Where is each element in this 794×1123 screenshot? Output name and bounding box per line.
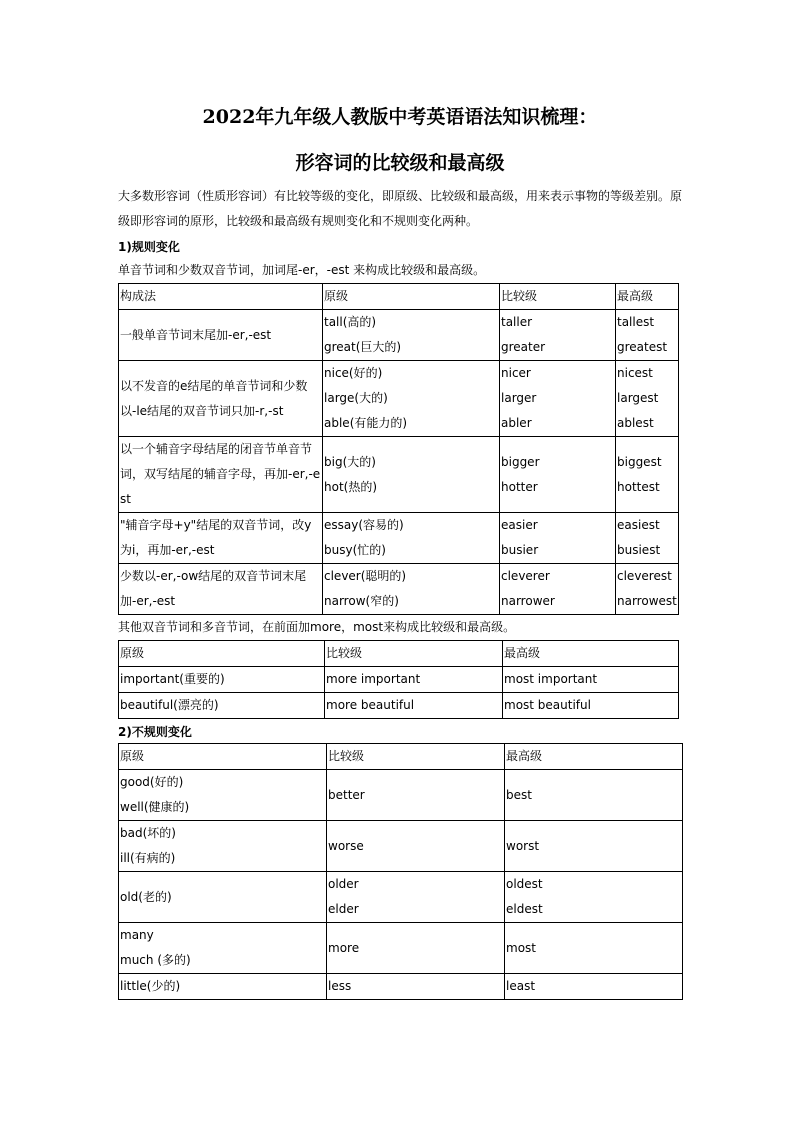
cell-line: tallest <box>617 315 655 329</box>
cell-line: much (多的) <box>120 953 191 967</box>
intro-paragraph: 大多数形容词（性质形容词）有比较等级的变化，即原级、比较级和最高级，用来表示事物的等级差别。原级即形容词的原形，比较级和最高级有规则变化和不规则变化两种。 <box>118 189 683 228</box>
table-row <box>119 564 679 615</box>
positive-cell <box>119 872 327 923</box>
table-row <box>119 974 683 1000</box>
comparative-cell <box>500 310 616 361</box>
comparative-cell <box>500 513 616 564</box>
cell-line: nicest <box>617 366 653 380</box>
cell-line: big(大的) <box>324 454 376 469</box>
comparative-cell <box>327 770 505 821</box>
header-cell: 比较级 <box>325 641 503 667</box>
cell-line: least <box>506 979 536 993</box>
cell-line: cleverer <box>501 569 550 583</box>
cell-line: oldest <box>506 877 543 891</box>
cell-line: old(老的) <box>120 889 172 904</box>
cell-line: ill(有病的) <box>120 851 176 865</box>
positive-cell <box>323 513 500 564</box>
header-cell: 最高级 <box>503 641 679 667</box>
superlative-cell <box>505 872 683 923</box>
section2-heading: 2)不规则变化 <box>118 725 192 739</box>
positive-cell <box>119 974 327 1000</box>
superlative-cell <box>505 770 683 821</box>
cell-line: worst <box>506 838 540 853</box>
cell-line: good(好的) <box>120 775 184 789</box>
cell-line: abler <box>501 416 532 430</box>
comparative-cell: more important <box>325 667 503 693</box>
rule-cell <box>119 564 323 615</box>
header-cell: 原级 <box>119 744 327 770</box>
table-row <box>119 770 683 821</box>
cell-line: narrower <box>501 594 555 608</box>
cell-line: taller <box>501 315 533 329</box>
cell-line: most <box>506 940 536 955</box>
cell-line: best <box>506 787 532 802</box>
table-header-row <box>119 284 679 310</box>
cell-line: largest <box>617 391 659 405</box>
rule-text: 少数以-er,-ow结尾的双音节词末尾加-er,-est <box>120 569 307 608</box>
table-row <box>119 667 679 693</box>
cell-line: busier <box>501 543 539 557</box>
header-cell: 比较级 <box>500 284 616 310</box>
cell-line: nice(好的) <box>324 366 383 380</box>
comparative-cell <box>500 437 616 513</box>
table-row <box>119 693 679 719</box>
cell-line: clever(聪明的) <box>324 569 407 583</box>
positive-cell <box>323 437 500 513</box>
rule-text: 以一个辅音字母结尾的闭音节单音节词，双写结尾的辅音字母，再加-er,-est <box>120 442 321 506</box>
header-cell: 最高级 <box>505 744 683 770</box>
table-header-row <box>119 641 679 667</box>
table-row <box>119 513 679 564</box>
superlative-cell <box>616 437 679 513</box>
comparative-cell <box>500 564 616 615</box>
cell-line: hot(热的) <box>324 479 378 494</box>
comparative-cell <box>327 923 505 974</box>
superlative-cell <box>616 361 679 437</box>
superlative-cell <box>505 923 683 974</box>
cell-line: essay(容易的) <box>324 518 404 532</box>
header-cell: 原级 <box>323 284 500 310</box>
cell-line: older <box>328 877 359 891</box>
superlative-cell: most beautiful <box>503 693 679 719</box>
section1-note: 单音节词和少数双音节词，加词尾-er，-est 来构成比较级和最高级。 <box>118 263 486 277</box>
section1b-note: 其他双音节词和多音节词，在前面加more，most来构成比较级和最高级。 <box>118 620 516 634</box>
comparative-cell <box>327 872 505 923</box>
cell-line: better <box>328 787 365 802</box>
rule-text: 以不发音的e结尾的单音节词和少数以-le结尾的双音节词只加-r,-st <box>120 378 308 418</box>
polysyllabic-comparison-table <box>118 640 679 719</box>
cell-line: more <box>328 940 360 955</box>
table-row <box>119 923 683 974</box>
cell-line: greater <box>501 340 546 354</box>
header-cell: 比较级 <box>327 744 505 770</box>
positive-cell <box>119 770 327 821</box>
positive-cell: important(重要的) <box>119 667 325 693</box>
comparative-cell: more beautiful <box>325 693 503 719</box>
header-cell: 原级 <box>119 641 325 667</box>
positive-cell <box>119 923 327 974</box>
superlative-cell <box>616 564 679 615</box>
cell-line: bad(坏的) <box>120 826 176 840</box>
cell-line: elder <box>328 902 359 916</box>
cell-line: narrowest <box>617 594 677 608</box>
table-row <box>119 437 679 513</box>
cell-line: biggest <box>617 454 662 469</box>
superlative-cell: most important <box>503 667 679 693</box>
comparative-cell <box>327 974 505 1000</box>
positive-cell <box>119 821 327 872</box>
comparative-cell <box>500 361 616 437</box>
cell-line: cleverest <box>617 569 672 583</box>
table-row <box>119 310 679 361</box>
cell-line: many <box>120 928 154 942</box>
cell-line: busiest <box>617 543 661 557</box>
rule-cell <box>119 310 323 361</box>
section1-heading: 1)规则变化 <box>118 240 180 254</box>
cell-line: hottest <box>617 479 660 494</box>
table-header-row <box>119 744 683 770</box>
cell-line: able(有能力的) <box>324 416 408 430</box>
table-row <box>119 361 679 437</box>
cell-line: easier <box>501 518 538 532</box>
cell-line: ablest <box>617 416 654 430</box>
cell-line: hotter <box>501 479 538 494</box>
irregular-comparison-table <box>118 743 683 1000</box>
cell-line: greatest <box>617 340 668 354</box>
cell-line: large(大的) <box>324 391 388 405</box>
positive-cell <box>323 310 500 361</box>
rule-cell <box>119 361 323 437</box>
cell-line: narrow(窄的) <box>324 594 399 608</box>
positive-cell <box>323 564 500 615</box>
rule-cell <box>119 513 323 564</box>
document-subtitle: 形容词的比较级和最高级 <box>295 152 505 174</box>
cell-line: easiest <box>617 518 660 532</box>
cell-line: larger <box>501 391 537 405</box>
comparative-cell <box>327 821 505 872</box>
header-cell: 最高级 <box>616 284 679 310</box>
cell-line: bigger <box>501 454 540 469</box>
cell-line: nicer <box>501 366 531 380</box>
positive-cell: beautiful(漂亮的) <box>119 693 325 719</box>
rule-cell <box>119 437 323 513</box>
superlative-cell <box>505 974 683 1000</box>
cell-line: well(健康的) <box>120 800 190 814</box>
superlative-cell <box>505 821 683 872</box>
cell-line: little(少的) <box>120 979 181 993</box>
superlative-cell <box>616 513 679 564</box>
document-title: 2022年九年级人教版中考英语语法知识梳理： <box>202 106 598 128</box>
cell-line: busy(忙的) <box>324 543 386 557</box>
regular-comparison-table <box>118 283 679 615</box>
cell-line: worse <box>328 838 364 853</box>
positive-cell <box>323 361 500 437</box>
superlative-cell <box>616 310 679 361</box>
cell-line: less <box>328 979 352 993</box>
table-row <box>119 821 683 872</box>
header-cell: 构成法 <box>119 284 323 310</box>
cell-line: great(巨大的) <box>324 340 402 354</box>
rule-text: 一般单音节词末尾加-er,-est <box>120 327 272 342</box>
document-page <box>118 100 682 1000</box>
table-row <box>119 872 683 923</box>
cell-line: eldest <box>506 902 543 916</box>
cell-line: tall(高的) <box>324 315 377 329</box>
rule-text: "辅音字母+y"结尾的双音节词，改y为i，再加-er,-est <box>120 518 312 557</box>
